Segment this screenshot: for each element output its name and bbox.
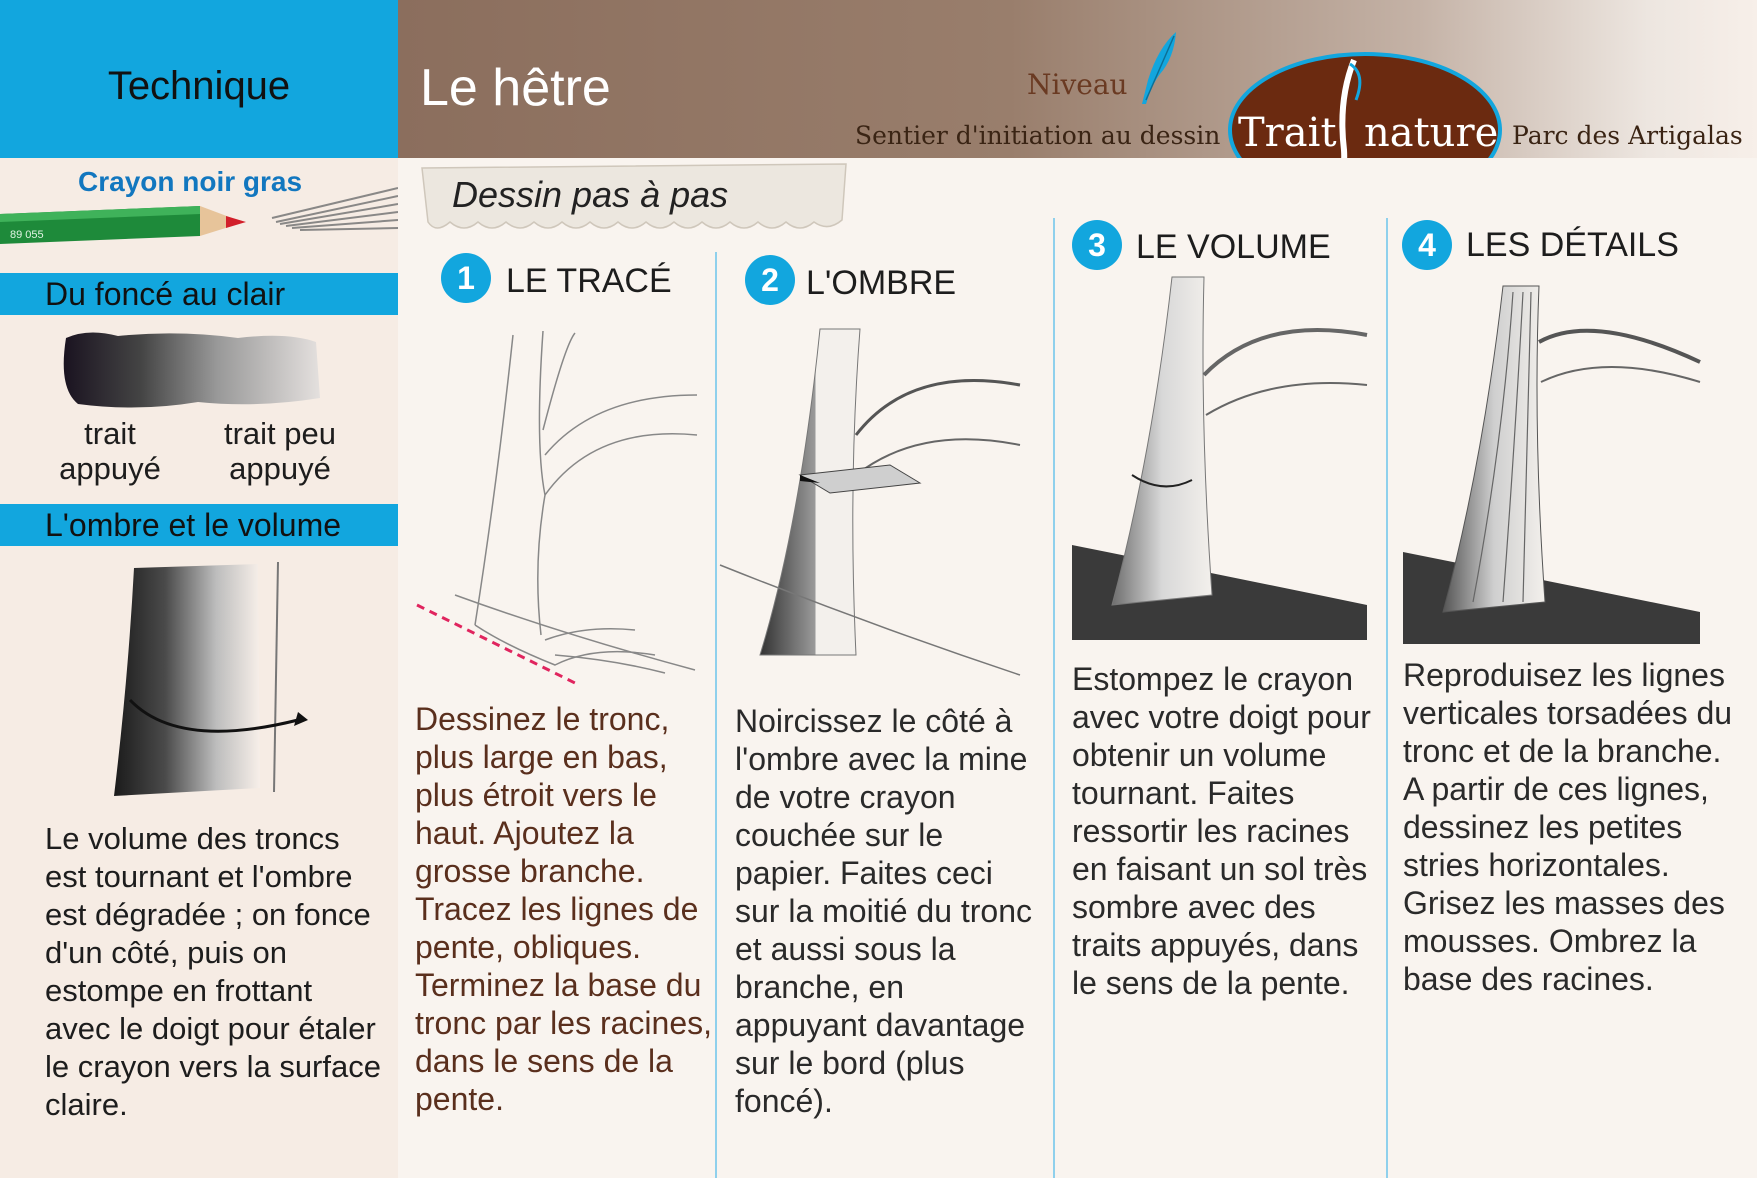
pencil-label: Crayon noir gras (78, 166, 303, 197)
step-1-drawing (415, 325, 695, 685)
volume-trunk-illustration (108, 560, 308, 805)
tone-swatches (58, 328, 320, 414)
step-number-3: 3 (1072, 220, 1122, 270)
step-text-4: Reproduisez les lignes verticales torsadées du tronc et de la branche. A partir de ces lignes, dessinez les petites stries horizontales. Grisez les masses des mousses. Ombrez la base des racines. (1403, 657, 1733, 997)
svg-text:nature: nature (1364, 110, 1499, 156)
step-text-3: Estompez le crayon avec votre doigt pour obtenir un volume tournant. Faites ressortir les racines en faisant un sol très sombre avec des traits appuyés, dans le sens de la pente. (1072, 661, 1371, 1001)
level-label: Niveau (1027, 68, 1128, 101)
step-number-2: 2 (745, 255, 795, 305)
pencil-illustration (0, 178, 398, 250)
svg-text:Trait: Trait (1238, 110, 1337, 156)
svg-text:89 055: 89 055 (10, 229, 44, 241)
page-title: Le hêtre (420, 59, 611, 117)
swatch-label-pressed: trait appuyé (59, 416, 161, 486)
step-number-1: 1 (441, 253, 491, 303)
subtitle: Sentier d'initiation au dessin (855, 121, 1221, 150)
step-3-drawing (1072, 275, 1367, 640)
park-name: Parc des Artigalas (1512, 121, 1743, 150)
feather-icon (1138, 30, 1180, 106)
step-title-2: L'OMBRE (806, 264, 957, 302)
sidebar-title: Technique (107, 64, 291, 108)
step-number-4: 4 (1402, 220, 1452, 270)
sidebar-description: Le volume des troncs est tournant et l'ombre est dégradée ; on fonce d'un côté, puis on estompe en frottant avec le doigt pour étaler le crayon vers la surface claire. (45, 821, 381, 1122)
step-2-drawing (720, 325, 1020, 685)
step-title-1: LE TRACÉ (506, 262, 672, 300)
step-text-1: Dessinez le tronc, plus large en bas, plus étroit vers le haut. Ajoutez la grosse branche. Tracez les lignes de pente, obliques. Terminez la base du tronc par les racines, dans le sens de la pente. (415, 701, 713, 1117)
step-text-2: Noircissez le côté à l'ombre avec la mine de votre crayon couchée sur le papier. Faites ceci sur la moitié du tronc et aussi sous la branche, en appuyant davantage sur le bord (plus foncé). (735, 703, 1033, 1119)
swatch-label-light: trait peu appuyé (223, 416, 336, 486)
step-title-4: LES DÉTAILS (1466, 226, 1679, 264)
step-title-3: LE VOLUME (1136, 228, 1331, 266)
column-divider (1053, 218, 1055, 1178)
step-by-step-tag: Dessin pas à pas (452, 174, 729, 215)
column-divider (1386, 218, 1388, 1178)
step-4-drawing (1403, 282, 1700, 644)
column-divider (715, 252, 717, 1178)
section-shadow-volume: L'ombre et le volume (0, 504, 398, 546)
section-dark-light: Du foncé au clair (0, 273, 398, 315)
